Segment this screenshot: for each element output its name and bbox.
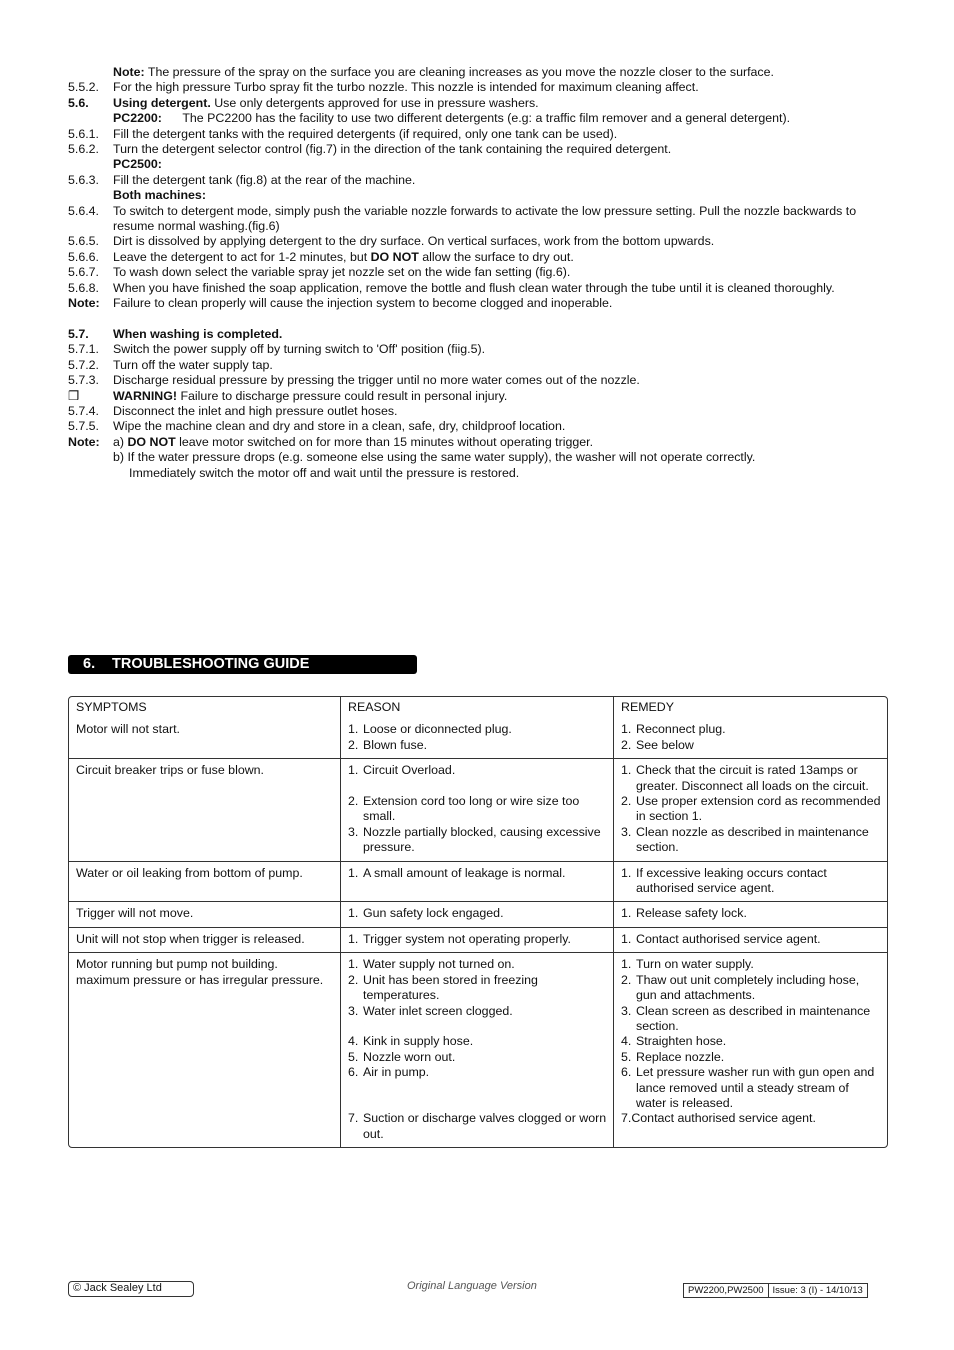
- instruction-number: [68, 466, 113, 481]
- list-item: [348, 932, 607, 947]
- item-text: Replace nozzle.: [636, 1049, 725, 1064]
- item-text: Use proper extension cord as recommended in section 1.: [636, 794, 881, 824]
- instruction-line: [68, 389, 888, 404]
- instruction-text: [113, 265, 888, 280]
- model-issue-box: [683, 1283, 868, 1298]
- body-text: Disconnect the inlet and high pressure outlet hoses.: [113, 403, 398, 418]
- instruction-number: Note:: [68, 296, 100, 311]
- item-number: 4.: [621, 1034, 632, 1049]
- instruction-number: [68, 450, 113, 465]
- item-number: 3.: [621, 1003, 632, 1018]
- item-number: 1.: [348, 931, 359, 946]
- list-item: [348, 906, 607, 921]
- instruction-text: [113, 173, 888, 188]
- model-numbers: PW2200,PW2500: [688, 1285, 764, 1296]
- instruction-line: [68, 96, 888, 111]
- instruction-number: ❒: [68, 388, 80, 403]
- list-item: [348, 738, 607, 753]
- body-text: Fill the detergent tank (fig.8) at the rear of the machine.: [113, 172, 416, 187]
- body-text: The pressure of the spray on the surface you are cleaning increases as you move the nozzle closer to the surface.: [144, 65, 774, 79]
- item-number: 1.: [621, 865, 632, 880]
- instruction-text: [113, 234, 888, 249]
- item-number: 2.: [348, 737, 359, 752]
- table-row: [69, 759, 887, 861]
- list-item: [621, 1004, 881, 1035]
- item-number: 2.: [621, 972, 632, 987]
- body-text: Discharge residual pressure by pressing the trigger until no more water comes out of the nozzle.: [113, 373, 640, 388]
- body-text: For the high pressure Turbo spray fit the turbo nozzle. This nozzle is intended for maximum cleaning affect.: [113, 80, 699, 95]
- item-text: Extension cord too long or wire size too small.: [363, 794, 580, 824]
- body-text: To switch to detergent mode, simply push the variable nozzle forwards to activate the low pressure setting. Pull the nozzle backwards to resume normal washing.(fig.6): [113, 203, 860, 234]
- item-text: Reconnect plug.: [636, 722, 726, 737]
- list-item: [621, 1111, 881, 1126]
- instruction-number: 5.6.: [68, 95, 89, 110]
- body-text: To wash down select the variable spray jet nozzle set on the wide fan setting (fig.6).: [113, 265, 571, 280]
- list-item: [348, 866, 607, 881]
- instruction-number: Note:: [68, 434, 100, 449]
- instruction-text: [113, 296, 888, 311]
- item-number: 3.: [348, 1003, 359, 1018]
- emphasis-text: PC2200:: [113, 111, 162, 126]
- list-item: [348, 1034, 607, 1049]
- item-number: 2.: [621, 794, 632, 809]
- list-item: [348, 763, 607, 778]
- item-number: 6.: [621, 1065, 632, 1080]
- instruction-line: [68, 466, 888, 481]
- item-number: 3.: [348, 824, 359, 839]
- reason-cell: [341, 928, 614, 953]
- header-symptoms: SYMPTOMS: [69, 697, 341, 718]
- list-item: [621, 1034, 881, 1049]
- list-item: [621, 722, 881, 737]
- instruction-line: [68, 342, 888, 357]
- list-item: [621, 957, 881, 972]
- troubleshooting-table: [68, 696, 888, 1148]
- issue-info: Issue: 3 (I) - 14/10/13: [768, 1284, 867, 1297]
- item-number: 4.: [348, 1034, 359, 1049]
- list-item: [621, 1065, 881, 1111]
- item-number: 6.: [348, 1065, 359, 1080]
- instruction-text: [113, 404, 888, 419]
- language-version: Original Language Version: [407, 1280, 537, 1292]
- instruction-number: 5.7.1.: [68, 342, 100, 357]
- item-text: Nozzle partially blocked, causing excessive pressure.: [363, 824, 601, 855]
- emphasis-text: When washing is completed.: [113, 326, 283, 341]
- remedy-cell: [614, 928, 887, 953]
- instruction-line: [68, 173, 888, 188]
- list-item: [621, 763, 881, 794]
- symptom-cell: Trigger will not move.: [69, 902, 341, 927]
- item-text: If excessive leaking occurs contact authorised service agent.: [636, 865, 827, 896]
- blank-line: [348, 1081, 607, 1112]
- emphasis-text: WARNING!: [113, 388, 178, 403]
- header-reason: REASON: [341, 697, 614, 718]
- body-text: Fill the detergent tanks with the required detergents (if required, only one tank can be used).: [113, 126, 618, 141]
- remedy-cell: [614, 862, 887, 903]
- body-text: Failure to discharge pressure could result in personal injury.: [177, 388, 508, 403]
- reason-cell: [341, 718, 614, 759]
- instruction-line: [68, 111, 888, 126]
- item-number: 1.: [621, 763, 632, 778]
- copyright-box: © Jack Sealey Ltd: [68, 1281, 194, 1297]
- emphasis-text: PC2500:: [113, 157, 162, 172]
- item-number: 5.: [348, 1049, 359, 1064]
- item-text: Trigger system not operating properly.: [363, 931, 571, 946]
- body-text: Immediately switch the motor off and wait until the pressure is restored.: [129, 465, 520, 480]
- item-text: See below: [636, 737, 694, 752]
- instruction-number: 5.7.2.: [68, 357, 100, 372]
- instruction-number: [68, 157, 113, 172]
- list-item: [621, 738, 881, 753]
- remedy-cell: [614, 759, 887, 861]
- section-title: TROUBLESHOOTING GUIDE: [112, 656, 310, 672]
- instruction-text: [113, 466, 888, 481]
- list-item: [621, 1050, 881, 1065]
- table-header-row: [69, 697, 887, 718]
- item-text: Circuit Overload.: [363, 763, 456, 778]
- instruction-line: [68, 450, 888, 465]
- instruction-line: [68, 327, 888, 342]
- body-text: Failure to clean properly will cause the injection system to become clogged and inoperable.: [113, 296, 613, 311]
- table-row: [69, 718, 887, 759]
- symptom-cell: Motor running but pump not building. maximum pressure or has irregular pressure.: [69, 953, 341, 1147]
- item-text: A small amount of leakage is normal.: [363, 865, 566, 880]
- body-text: leave motor switched on for more than 15 minutes without operating trigger.: [175, 434, 594, 449]
- instruction-text: [113, 188, 888, 203]
- body-text: Leave the detergent to act for 1-2 minutes, but: [113, 249, 371, 264]
- item-text: Turn on water supply.: [636, 957, 754, 972]
- section-number: 6.: [83, 656, 96, 672]
- body-text: b) If the water pressure drops (e.g. someone else using the same water supply), the washer will not operate correctly.: [113, 450, 756, 465]
- instruction-text: [113, 327, 888, 342]
- item-number: 2.: [621, 737, 632, 752]
- list-item: [621, 932, 881, 947]
- instruction-line: [68, 142, 888, 157]
- instruction-text: [113, 435, 888, 450]
- instruction-number: [68, 111, 113, 126]
- instruction-number: 5.6.5.: [68, 234, 100, 249]
- item-text: Kink in supply hose.: [363, 1034, 474, 1049]
- instruction-line: [68, 419, 888, 434]
- list-item: [348, 973, 607, 1004]
- item-number: 1.: [348, 906, 359, 921]
- instruction-number: [68, 188, 113, 203]
- blank-line: [68, 312, 888, 327]
- instruction-text: [113, 204, 888, 235]
- instruction-text: [113, 142, 888, 157]
- instruction-text: [113, 419, 888, 434]
- instruction-number: 5.6.7.: [68, 265, 100, 280]
- instruction-text: [113, 250, 888, 265]
- instruction-line: [68, 80, 888, 95]
- list-item: [348, 794, 607, 825]
- header-remedy: REMEDY: [621, 700, 675, 714]
- list-item: [621, 973, 881, 1004]
- body-text: Use only detergents approved for use in pressure washers.: [210, 95, 539, 110]
- instruction-line: [68, 250, 888, 265]
- instruction-text: [113, 127, 888, 142]
- emphasis-text: Both machines:: [113, 188, 206, 203]
- instruction-text: [113, 80, 888, 95]
- item-number: 2.: [348, 972, 359, 987]
- section-heading: [68, 655, 417, 674]
- instruction-text: [113, 389, 888, 404]
- instruction-text: [113, 450, 888, 465]
- instruction-number: 5.6.4.: [68, 203, 100, 218]
- item-number: 1.: [348, 957, 359, 972]
- table-row: [69, 928, 887, 953]
- item-number: 1.: [348, 763, 359, 778]
- instruction-text: [113, 111, 888, 126]
- reason-cell: [341, 902, 614, 927]
- blank-line: [348, 1019, 607, 1034]
- body-text: Switch the power supply off by turning switch to 'Off' position (fiig.5).: [113, 342, 486, 357]
- item-number: 5.: [621, 1049, 632, 1064]
- instruction-text: [113, 342, 888, 357]
- instruction-line: [68, 373, 888, 388]
- reason-cell: [341, 759, 614, 861]
- item-text: Gun safety lock engaged.: [363, 906, 504, 921]
- table-row: [69, 902, 887, 927]
- instruction-number: [68, 65, 113, 80]
- instruction-number: 5.7.3.: [68, 373, 100, 388]
- item-text: Clean screen as described in maintenance section.: [636, 1003, 871, 1033]
- instruction-text: [113, 358, 888, 373]
- instruction-line: [68, 404, 888, 419]
- list-item: [621, 794, 881, 825]
- item-number: 1.: [348, 865, 359, 880]
- instruction-number: 5.7.4.: [68, 403, 100, 418]
- instruction-line: [68, 127, 888, 142]
- item-text: Let pressure washer run with gun open and lance removed until a steady stream of water is released.: [636, 1065, 875, 1110]
- item-text: Check that the circuit is rated 13amps or greater. Disconnect all loads on the circuit.: [636, 763, 869, 793]
- instruction-number: 5.6.2.: [68, 142, 100, 157]
- item-text: Straighten hose.: [636, 1034, 727, 1049]
- instruction-text: [113, 65, 888, 80]
- emphasis-text: Using detergent.: [113, 95, 211, 110]
- instruction-line: [68, 188, 888, 203]
- instruction-line: [68, 204, 888, 235]
- item-number: 7.: [621, 1111, 632, 1126]
- body-text: When you have finished the soap application, remove the bottle and flush clean water through the tube until it is cleaned thoroughly.: [113, 280, 835, 295]
- instruction-text: [113, 157, 888, 172]
- item-number: 1.: [621, 931, 632, 946]
- list-item: [348, 722, 607, 737]
- emphasis-text: DO NOT: [370, 249, 419, 264]
- instructions-section: [68, 65, 888, 481]
- list-item: [348, 1050, 607, 1065]
- instruction-number: 5.7.5.: [68, 419, 100, 434]
- item-text: Contact authorised service agent.: [636, 931, 821, 946]
- list-item: [348, 957, 607, 972]
- item-text: Loose or diconnected plug.: [363, 722, 512, 737]
- table-row: [69, 953, 887, 1147]
- instruction-line: [68, 265, 888, 280]
- item-text: Thaw out unit completely including hose, gun and attachments.: [636, 972, 860, 1003]
- symptom-cell: Motor will not start.: [69, 718, 341, 759]
- item-text: Blown fuse.: [363, 737, 428, 752]
- list-item: [348, 825, 607, 856]
- symptom-cell: Unit will not stop when trigger is released.: [69, 928, 341, 953]
- body-text: a): [113, 434, 128, 449]
- item-number: 1.: [348, 722, 359, 737]
- list-item: [621, 825, 881, 856]
- body-text: Wipe the machine clean and dry and store in a clean, safe, dry, childproof location.: [113, 419, 566, 434]
- body-text: allow the surface to dry out.: [418, 249, 574, 264]
- emphasis-text: DO NOT: [127, 434, 176, 449]
- item-text: Clean nozzle as described in maintenance section.: [636, 824, 869, 855]
- item-number: 1.: [621, 722, 632, 737]
- remedy-cell: [614, 718, 887, 759]
- instruction-number: 5.6.8.: [68, 280, 100, 295]
- reason-cell: [341, 862, 614, 903]
- body-text: Dirt is dissolved by applying detergent to the dry surface. On vertical surfaces, work from the bottom upwards.: [113, 234, 715, 249]
- symptom-cell: Water or oil leaking from bottom of pump.: [69, 862, 341, 903]
- item-text: Air in pump.: [363, 1065, 430, 1080]
- instruction-number: 5.6.3.: [68, 172, 100, 187]
- item-text: Contact authorised service agent.: [631, 1111, 816, 1126]
- item-number: 1.: [621, 957, 632, 972]
- remedy-cell: [614, 902, 887, 927]
- blank-line: [348, 779, 607, 794]
- item-text: Unit has been stored in freezing temperatures.: [363, 972, 538, 1003]
- reason-cell: [341, 953, 614, 1147]
- item-number: 2.: [348, 794, 359, 809]
- instruction-number: 5.7.: [68, 326, 89, 341]
- instruction-text: [113, 281, 888, 296]
- list-item: [348, 1111, 607, 1142]
- body-text: Turn the detergent selector control (fig.7) in the direction of the tank containing the required detergent.: [113, 142, 672, 157]
- symptom-cell: Circuit breaker trips or fuse blown.: [69, 759, 341, 861]
- instruction-line: [68, 234, 888, 249]
- instruction-text: [113, 373, 888, 388]
- item-number: 1.: [621, 906, 632, 921]
- item-number: 7.: [348, 1111, 359, 1126]
- list-item: [621, 906, 881, 921]
- instruction-number: 5.5.2.: [68, 80, 100, 95]
- instruction-text: [113, 96, 888, 111]
- item-text: Suction or discharge valves clogged or worn out.: [363, 1111, 607, 1141]
- body-text: Turn off the water supply tap.: [113, 357, 273, 372]
- item-text: Release safety lock.: [636, 906, 747, 921]
- instruction-line: [68, 435, 888, 450]
- list-item: [348, 1004, 607, 1019]
- item-text: Water inlet screen clogged.: [363, 1003, 513, 1018]
- item-text: Water supply not turned on.: [363, 957, 515, 972]
- list-item: [621, 866, 881, 897]
- instruction-number: 5.6.1.: [68, 126, 100, 141]
- instruction-line: [68, 296, 888, 311]
- instruction-line: [68, 281, 888, 296]
- item-number: 3.: [621, 824, 632, 839]
- remedy-cell: [614, 953, 887, 1147]
- instruction-number: 5.6.6.: [68, 249, 100, 264]
- instruction-line: [68, 358, 888, 373]
- table-row: [69, 862, 887, 903]
- instruction-line: [68, 157, 888, 172]
- item-text: Nozzle worn out.: [363, 1049, 456, 1064]
- instruction-line: [68, 65, 888, 80]
- body-text: The PC2200 has the facility to use two different detergents (e.g: a traffic film remover and a general detergent).: [161, 111, 791, 126]
- list-item: [348, 1065, 607, 1080]
- emphasis-text: Note:: [113, 65, 145, 79]
